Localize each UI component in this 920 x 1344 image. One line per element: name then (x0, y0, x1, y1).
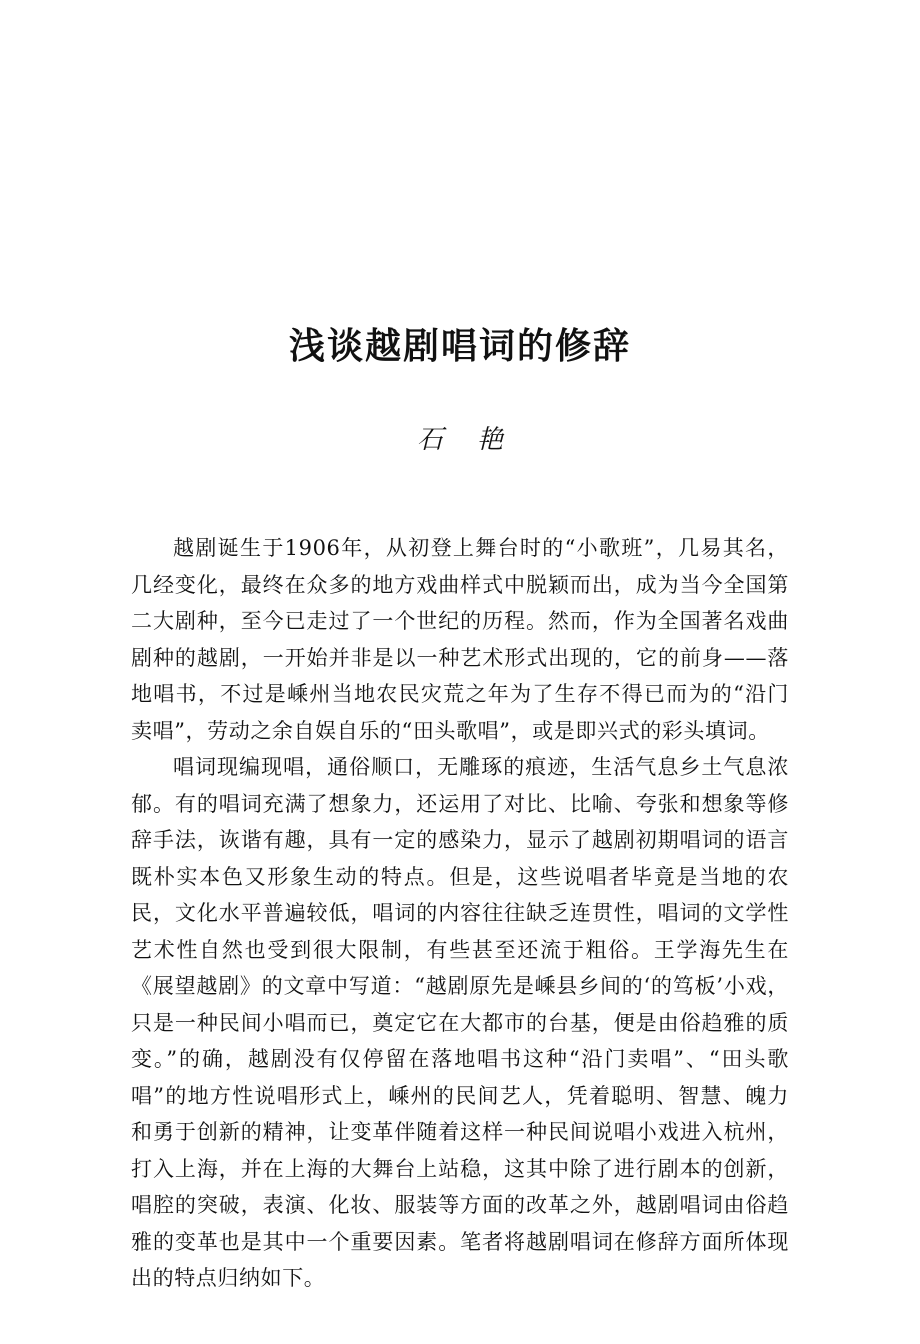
paragraph-1: 越剧诞生于1906年，从初登上舞台时的“小歌班”，几易其名，几经变化，最终在众多的地方戏曲样式中脱颖而出，成为当今全国第二大剧种，至今已走过了一个世纪的历程。然而，作为全国著名戏曲剧种的越剧，一开始并非是以一种艺术形式出现的，它的前身——落地唱书，不过是嵊州当地农民灾荒之年为了生存不得已而为的“沿门卖唱”，劳动之余自娱自乐的“田头歌唱”，或是即兴式的彩头填词。 (131, 536, 789, 743)
paragraph-2: 唱词现编现唱，通俗顺口，无雕琢的痕迹，生活气息乡土气息浓郁。有的唱词充满了想象力，还运用了对比、比喻、夸张和想象等修辞手法，诙谐有趣，具有一定的感染力，显示了越剧初期唱词的语言既朴实本色又形象生动的特点。但是，这些说唱者毕竟是当地的农民，文化水平普遍较低，唱词的内容往往缺乏连贯性，唱词的文学性艺术性自然也受到很大限制，有些甚至还流于粗俗。王学海先生在《展望越剧》的文章中写道：“越剧原先是嵊县乡间的‘的笃板’小戏，只是一种民间小唱而已，奠定它在大都市的台基，便是由俗趋雅的质变。”的确，越剧没有仅停留在落地唱书这种“沿门卖唱”、“田头歌唱”的地方性说唱形式上，嵊州的民间艺人，凭着聪明、智慧、魄力和勇于创新的精神，让变革伴随着这样一种民间说唱小戏进入杭州，打入上海，并在上海的大舞台上站稳，这其中除了进行剧本的创新，唱腔的突破，表演、化妆、服装等方面的改革之外，越剧唱词由俗趋雅的变革也是其中一个重要因素。笔者将越剧唱词在修辞方面所体现出的特点归纳如下。 (131, 755, 789, 1290)
article-author: 石艳 (416, 425, 537, 455)
article-title: 浅谈越剧唱词的修辞 (288, 325, 631, 368)
article-body (131, 530, 789, 1297)
